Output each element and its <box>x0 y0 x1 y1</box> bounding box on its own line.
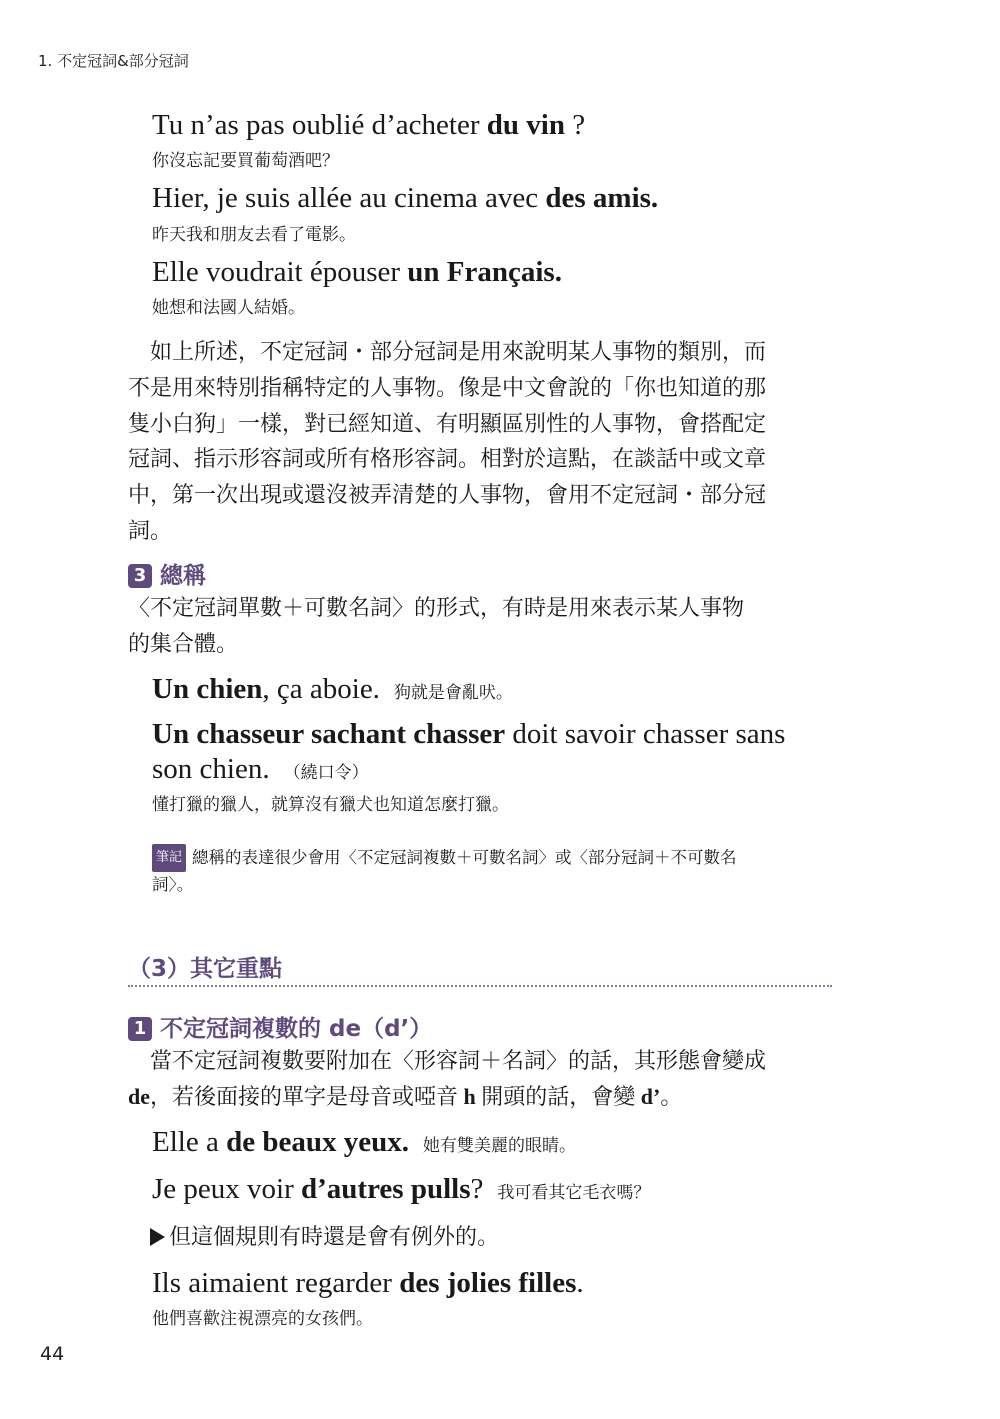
note-tag: 筆記 <box>152 844 186 872</box>
example-zh: 你沒忘記要買葡萄酒吧？ <box>152 151 339 171</box>
exception-note: 但這個規則有時還是會有例外的。 <box>150 1219 499 1255</box>
triangle-arrow-icon <box>150 1228 165 1246</box>
example-zh: 昨天我和朋友去看了電影。 <box>152 225 356 245</box>
example-fr: Un chasseur sachant chasser doit savoir chasser sans <box>152 718 786 750</box>
example-fr-cont: son chien. （繞口令） <box>152 753 369 785</box>
example-fr: Hier, je suis allée au cinema avec des amis. <box>152 182 659 214</box>
subsection-description: 當不定冠詞複數要附加在〈形容詞＋名詞〉的話，其形態會變成 de，若後面接的單字是母音或啞音 h 開頭的話，會變 d’。 <box>128 1048 767 1109</box>
example-fr: Ils aimaient regarder des jolies filles. <box>152 1267 584 1299</box>
example-fr: Elle a de beaux yeux. 她有雙美麗的眼睛。 <box>152 1126 576 1158</box>
example-zh: 懂打獵的獵人，就算沒有獵犬也知道怎麼打獵。 <box>152 795 509 815</box>
section-description: 〈不定冠詞單數＋可數名詞〉的形式，有時是用來表示某人事物 的集合體。 <box>128 595 745 656</box>
example-fr: Tu n’as pas oublié d’acheter du vin ? <box>152 109 586 141</box>
example-fr: Un chien, ça aboie. 狗就是會亂吠。 <box>152 673 513 705</box>
dotted-divider <box>128 985 832 987</box>
subsection-heading: 1 不定冠詞複數的 de（d’） <box>128 1010 432 1043</box>
running-header: 1. 不定冠詞&部分冠詞 <box>38 52 189 70</box>
section-number-badge: 3 <box>128 564 152 588</box>
section-heading: 3 總稱 <box>128 557 206 590</box>
example-fr: Elle voudrait épouser un Français. <box>152 256 562 288</box>
explanation-paragraph: 如上所述，不定冠詞・部分冠詞是用來說明某人事物的類別，而 不是用來特別指稱特定的人事物。像是中文會說的「你也知道的那 隻小白狗」一樣，對已經知道、有明顯區別性的人事物，會搭配定 冠詞、指示形容詞或所有格形容詞。相對於這點，在談話中或文章 中，第一次出現或還沒被弄清楚的人事物，會用不定冠詞・部分冠 詞。 <box>128 339 767 543</box>
subsection-number-badge: 1 <box>128 1017 152 1041</box>
note-box: 筆記 總稱的表達很少會用〈不定冠詞複數＋可數名詞〉或〈部分冠詞＋不可數名 詞〉。 <box>152 844 842 898</box>
example-fr: Je peux voir d’autres pulls? 我可看其它毛衣嗎？ <box>152 1173 651 1205</box>
page-number: 44 <box>40 1343 65 1365</box>
example-zh: 他們喜歡注視漂亮的女孩們。 <box>152 1309 373 1329</box>
part-title: （3）其它重點 <box>128 956 283 982</box>
example-zh: 她想和法國人結婚。 <box>152 298 305 318</box>
